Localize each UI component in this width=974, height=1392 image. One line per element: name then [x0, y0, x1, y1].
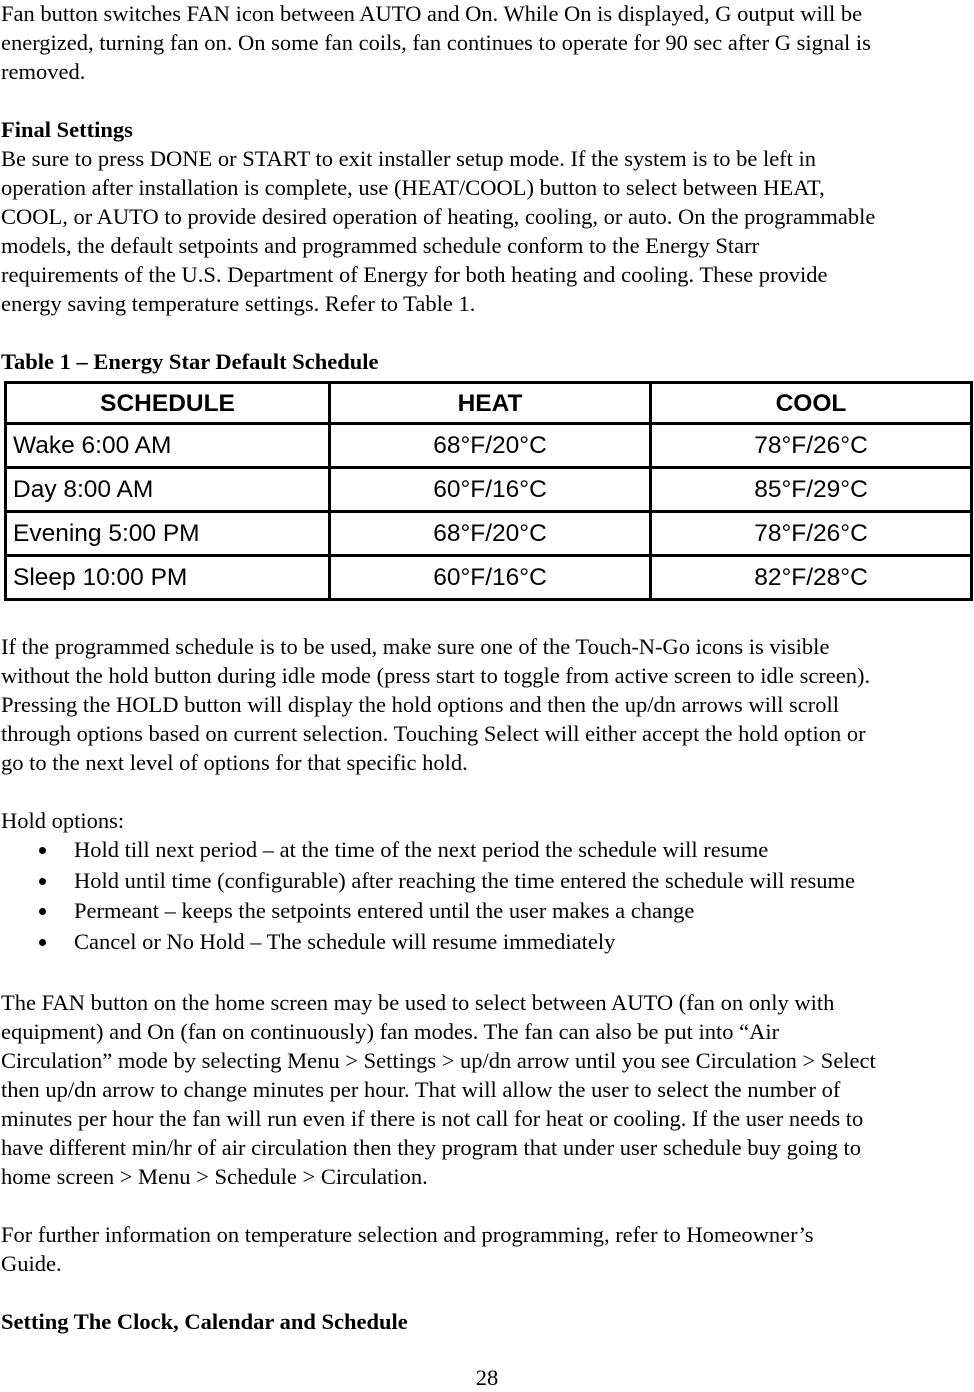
- fan-para-line: home screen > Menu > Schedule > Circulation.: [1, 1164, 428, 1190]
- bullet-icon: [39, 847, 46, 854]
- schedule-para-line: without the hold button during idle mode (press start to toggle from active screen to idle screen).: [1, 663, 871, 688]
- final-settings-line: operation after installation is complete, use (HEAT/COOL) button to select between HEAT,: [1, 175, 825, 200]
- table-cell: 68°F/20°C: [330, 512, 651, 556]
- further-info-line: For further information on temperature selection and programming, refer to Homeowner’s: [1, 1222, 814, 1248]
- table-cell: 60°F/16°C: [330, 556, 651, 600]
- list-item-text: Hold until time (configurable) after reaching the time entered the schedule will resume: [74, 867, 855, 893]
- table-row: [6, 556, 972, 600]
- list-item-text: Cancel or No Hold – The schedule will resume immediately: [74, 928, 616, 954]
- bullet-icon: [39, 878, 46, 885]
- fan-para-line: minutes per hour the fan will run even if there is not call for heat or cooling. If the user needs to: [1, 1106, 864, 1132]
- table-cell: Sleep 10:00 PM: [6, 556, 330, 600]
- final-settings-heading: Final Settings: [1, 117, 133, 142]
- table-header: HEAT: [330, 383, 651, 424]
- bullet-icon: [39, 908, 46, 915]
- fan-para-line: The FAN button on the home screen may be used to select between AUTO (fan on only with: [1, 990, 835, 1016]
- hold-options-heading: Hold options:: [1, 808, 125, 833]
- table-caption: Table 1 – Energy Star Default Schedule: [1, 349, 379, 374]
- schedule-table: [4, 381, 973, 601]
- table-cell: 78°F/26°C: [651, 424, 972, 468]
- list-item: [1, 835, 973, 866]
- fan-para-line: then up/dn arrow to change minutes per hour. That will allow the user to select the number of: [1, 1077, 841, 1103]
- final-settings-line: energy saving temperature settings. Refer to Table 1.: [1, 291, 476, 316]
- list-item-text: Hold till next period – at the time of the next period the schedule will resume: [74, 837, 769, 862]
- table-cell: Evening 5:00 PM: [6, 512, 330, 556]
- table-cell: Day 8:00 AM: [6, 468, 330, 512]
- list-item: [1, 866, 973, 897]
- page-number: 28: [475, 1365, 499, 1390]
- table-header: COOL: [651, 383, 972, 424]
- table-cell: 60°F/16°C: [330, 468, 651, 512]
- intro-line: removed.: [1, 59, 86, 84]
- table-header-row: [6, 383, 972, 424]
- fan-para-line: equipment) and On (fan on continuously) fan modes. The fan can also be put into “Air: [1, 1019, 780, 1045]
- fan-para-line: have different min/hr of air circulation then they program that under user schedule buy going to: [1, 1135, 861, 1161]
- schedule-para-line: If the programmed schedule is to be used, make sure one of the Touch-N-Go icons is visible: [1, 634, 830, 659]
- final-settings-line: Be sure to press DONE or START to exit installer setup mode. If the system is to be left in: [1, 146, 817, 171]
- intro-line: Fan button switches FAN icon between AUTO and On. While On is displayed, G output will be: [1, 1, 863, 26]
- table-cell: 82°F/28°C: [651, 556, 972, 600]
- final-settings-line: requirements of the U.S. Department of Energy for both heating and cooling. These provide: [1, 262, 828, 287]
- document-page: [1, 0, 973, 1336]
- table-cell: 85°F/29°C: [651, 468, 972, 512]
- bullet-icon: [39, 939, 46, 946]
- table-cell: 68°F/20°C: [330, 424, 651, 468]
- list-item-text: Permeant – keeps the setpoints entered until the user makes a change: [74, 898, 695, 924]
- intro-line: energized, turning fan on. On some fan coils, fan continues to operate for 90 sec after G signal is: [1, 30, 871, 55]
- final-settings-line: COOL, or AUTO to provide desired operation of heating, cooling, or auto. On the programmable: [1, 204, 876, 229]
- next-section-heading: Setting The Clock, Calendar and Schedule: [1, 1309, 408, 1335]
- schedule-para-line: through options based on current selection. Touching Select will either accept the hold option or: [1, 721, 866, 746]
- table-header: SCHEDULE: [6, 383, 330, 424]
- schedule-para-line: Pressing the HOLD button will display the hold options and then the up/dn arrows will scroll: [1, 692, 840, 717]
- table-cell: 78°F/26°C: [651, 512, 972, 556]
- hold-options-list: [1, 835, 973, 957]
- table-row: [6, 424, 972, 468]
- list-item: [1, 896, 973, 927]
- list-item: [1, 927, 973, 958]
- schedule-para-line: go to the next level of options for that specific hold.: [1, 750, 468, 775]
- further-info-line: Guide.: [1, 1251, 62, 1277]
- table-row: [6, 512, 972, 556]
- table-row: [6, 468, 972, 512]
- fan-para-line: Circulation” mode by selecting Menu > Settings > up/dn arrow until you see Circulation > Select: [1, 1048, 876, 1074]
- table-cell: Wake 6:00 AM: [6, 424, 330, 468]
- final-settings-line: models, the default setpoints and programmed schedule conform to the Energy Starr: [1, 233, 760, 258]
